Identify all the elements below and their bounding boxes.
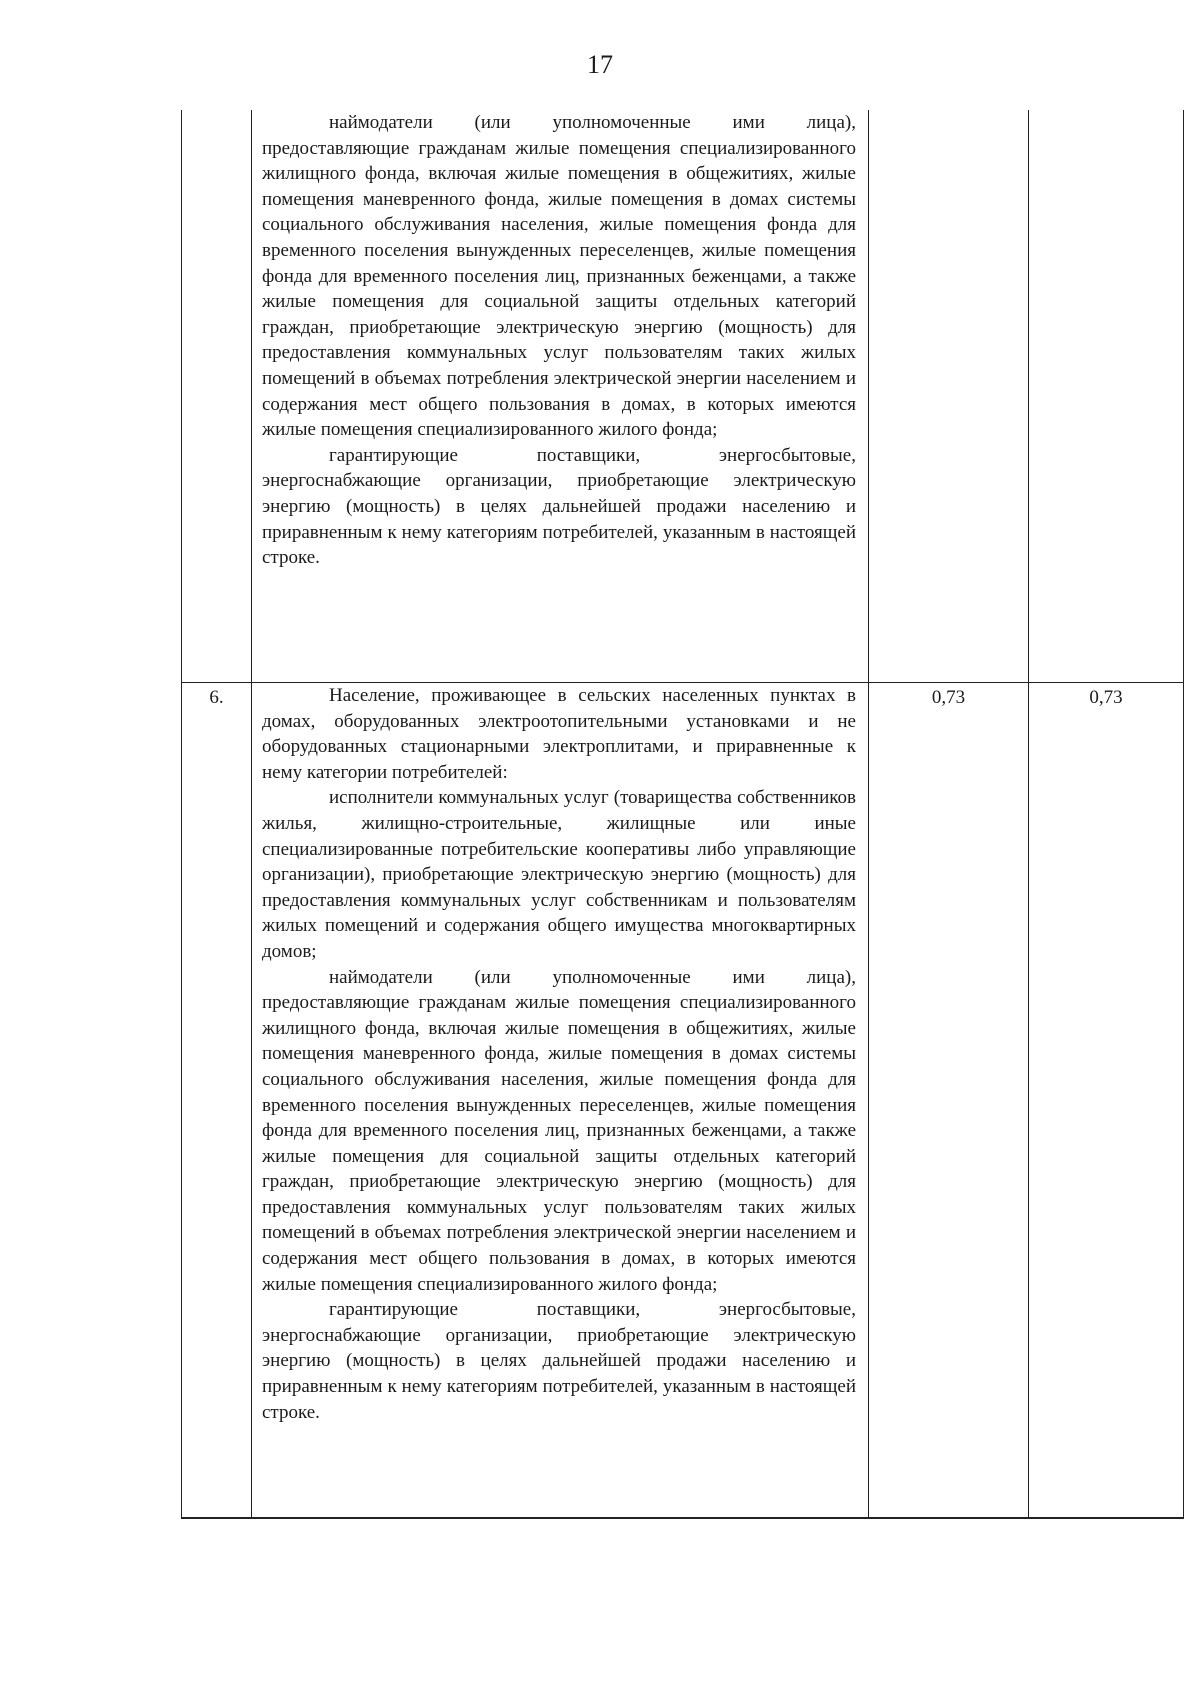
page-number: 17 [587, 50, 613, 79]
row-number-cell [182, 110, 252, 683]
table-row-6 [182, 683, 1184, 1519]
description-paragraph: наймодатели (или уполномоченные ими лица), предоставляющие гражданам жилые помещения специализированного жилищного фонда, включая жилые помещения в общежитиях, жилые помещения маневренного фонда, жилые помещения в домах системы социального обслуживания населения, жилые помещения фонда для временного поселения вынужденных переселенцев, жилые помещения фонда для временного поселения лиц, признанных беженцами, а также жилые помещения для социальной защиты отдельных категорий граждан, приобретающие электрическую энергию (мощность) для предоставления коммунальных услуг пользователям таких жилых помещений в объемах потребления электрической энергии населением и содержания мест общего пользования в домах, в которых имеются жилые помещения специализированного жилого фонда; [262, 112, 856, 441]
description-paragraph: наймодатели (или уполномоченные ими лица), предоставляющие гражданам жилые помещения специализированного жилищного фонда, включая жилые помещения в общежитиях, жилые помещения маневренного фонда, жилые помещения в домах системы социального обслуживания населения, жилые помещения фонда для временного поселения вынужденных переселенцев, жилые помещения фонда для временного поселения лиц, признанных беженцами, а также жилые помещения для социальной защиты отдельных категорий граждан, приобретающие электрическую энергию (мощность) для предоставления коммунальных услуг пользователям таких жилых помещений в объемах потребления электрической энергии населением и содержания мест общего пользования в домах, в которых имеются жилые помещения специализированного жилого фонда; [262, 966, 856, 1295]
description-paragraph: исполнители коммунальных услуг (товарищества собственников жилья, жилищно-строительные, жилищные или иные специализированные потребительские кооперативы либо управляющие организации), приобретающие электрическую энергию (мощность) для предоставления коммунальных услуг собственникам и пользователям жилых помещений и содержания общего имущества многоквартирных домов; [262, 787, 856, 962]
row-number-cell: 6. [182, 683, 252, 1519]
tariff-value-2-cell [1029, 110, 1184, 683]
description-paragraph: гарантирующие поставщики, энергосбытовые, энергоснабжающие организации, приобретающие электрическую энергию (мощность) в целях дальнейшей продажи населению и приравненным к нему категориям потребителей, указанным в настоящей строке. [262, 444, 856, 569]
description-paragraph: гарантирующие поставщики, энергосбытовые, энергоснабжающие организации, приобретающие электрическую энергию (мощность) в целях дальнейшей продажи населению и приравненным к нему категориям потребителей, указанным в настоящей строке. [262, 1299, 856, 1423]
row-description-cell [252, 683, 869, 1519]
row-description-cell [252, 110, 869, 683]
table-row-continued [182, 110, 1184, 683]
tariff-value-2-cell: 0,73 [1029, 683, 1184, 1519]
tariff-value-1-cell [869, 110, 1029, 683]
tariff-table [181, 110, 1184, 1519]
tariff-value-1-cell: 0,73 [869, 683, 1029, 1519]
description-paragraph: Население, проживающее в сельских населенных пунктах в домах, оборудованных электроотопительными установками и не оборудованных стационарными электроплитами, и приравненные к нему категории потребителей: [262, 685, 856, 783]
